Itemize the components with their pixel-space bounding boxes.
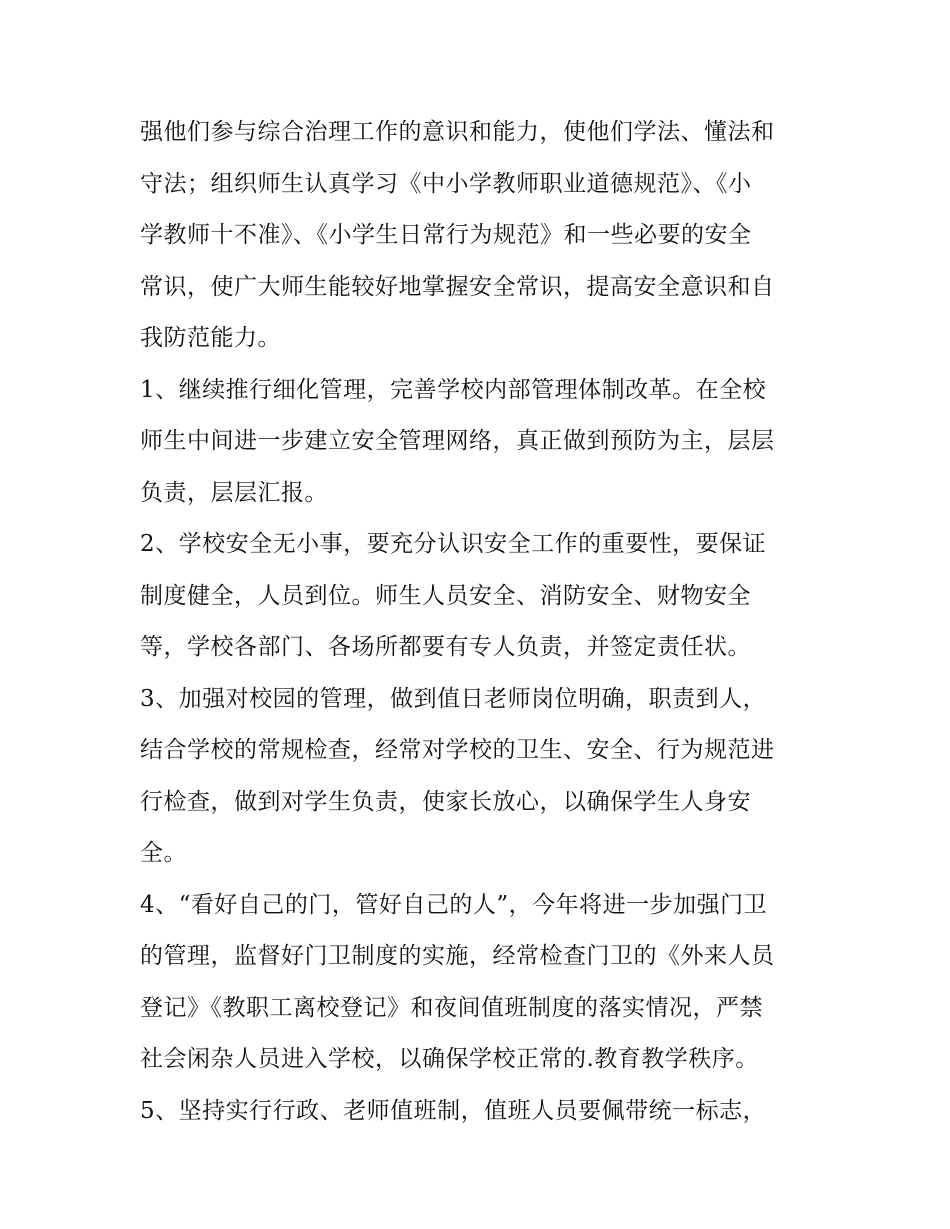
text-line: 5、坚持实行行政、老师值班制，值班人员要佩带统一标志， (140, 1097, 767, 1124)
paragraph-item-4 (140, 880, 820, 1086)
text-line: 全。 (140, 840, 187, 866)
paragraph-item-2 (140, 519, 820, 674)
text-line: 3、加强对校园的管理，做到值日老师岗位明确，职责到人， (140, 685, 767, 712)
document-body (140, 107, 820, 1137)
text-line: 登记》《教职工离校登记》和夜间值班制度的落实情况，严禁 (140, 994, 763, 1021)
text-line: 强他们参与综合治理工作的意识和能力，使他们学法、懂法和 (140, 119, 775, 145)
text-line: 等，学校各部门、各场所都要有专人负责，并签定责任状。 (140, 634, 751, 660)
paragraph-item-3 (140, 674, 820, 880)
text-line: 社会闲杂人员进入学校，以确保学校正常的.教育教学秩序。 (140, 1046, 759, 1072)
text-line: 常识，使广大师生能较好地掌握安全常识，提高安全意识和自 (140, 273, 775, 300)
paragraph-item-5 (140, 1086, 820, 1138)
text-line: 行检查，做到对学生负责，使家长放心，以确保学生人身安 (140, 788, 751, 815)
text-line: 制度健全，人员到位。师生人员安全、消防安全、财物安全 (140, 582, 751, 609)
text-line: 负责，层层汇报。 (140, 479, 328, 506)
text-line: 学教师十不准》、《小学生日常行为规范》和一些必要的安全 (140, 222, 752, 248)
paragraph-intro (140, 107, 820, 365)
text-line: 结合学校的常规检查，经常对学校的卫生、安全、行为规范进 (140, 737, 775, 763)
text-line: 1、继续推行细化管理，完善学校内部管理体制改革。在全校 (140, 376, 767, 403)
text-line: 师生中间进一步建立安全管理网络，真正做到预防为主，层层 (140, 428, 775, 454)
text-line: 我防范能力。 (140, 325, 281, 351)
text-line: 4、“看好自己的门，管好自己的人”，今年将进一步加强门卫 (140, 891, 768, 918)
text-line: 守法；组织师生认真学习《中小学教师职业道德规范》、《小 (140, 170, 752, 197)
text-line: 的管理，监督好门卫制度的实施，经常检查门卫的《外来人员 (140, 943, 775, 969)
paragraph-item-1 (140, 365, 820, 520)
text-line: 2、学校安全无小事，要充分认识安全工作的重要性，要保证 (140, 531, 767, 557)
